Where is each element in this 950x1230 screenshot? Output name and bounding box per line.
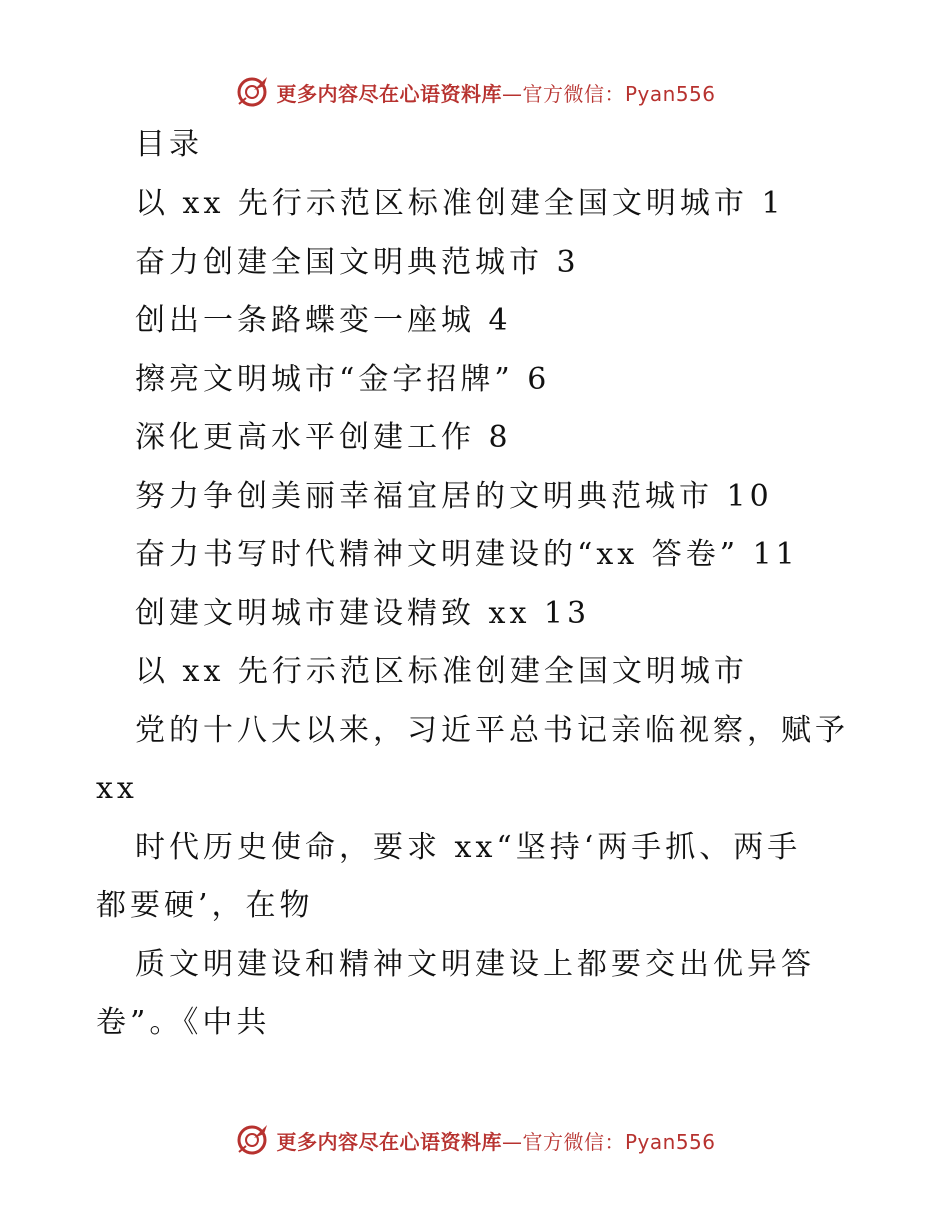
toc-entry: 创建文明城市建设精致 xx 13: [135, 596, 591, 631]
toc-entry: 擦亮文明城市“金字招牌” 6: [135, 362, 551, 397]
article-line: 都要硬’，在物: [96, 888, 314, 923]
toc-entry: 奋力创建全国文明典范城市 3: [135, 245, 580, 280]
article-line: 质文明建设和精神文明建设上都要交出优异答: [135, 947, 815, 982]
header-wechat-id: Pyan556: [624, 81, 716, 106]
article-line: 时代历史使命，要求 xx“坚持‘两手抓、两手: [135, 830, 802, 865]
header-dash: —: [501, 81, 523, 106]
header-banner: [0, 70, 950, 114]
toc-title: 目录: [135, 127, 203, 162]
article-heading: 以 xx 先行示范区标准创建全国文明城市: [135, 654, 748, 689]
article-line: 党的十八大以来，习近平总书记亲临视察，赋予: [135, 713, 849, 748]
toc-entry: 以 xx 先行示范区标准创建全国文明城市 1: [135, 186, 785, 221]
footer-dash: —: [501, 1129, 523, 1154]
footer-banner-text: [276, 1126, 715, 1155]
quill-logo-icon: [234, 74, 270, 110]
footer-wechat-id: Pyan556: [624, 1129, 716, 1154]
article-line: xx: [96, 771, 138, 806]
footer-banner: [0, 1118, 950, 1162]
toc-entry: 奋力书写时代精神文明建设的“xx 答卷” 11: [135, 537, 799, 572]
footer-brand: 更多内容尽在心语资料库: [276, 1129, 502, 1154]
header-banner-text: [276, 78, 715, 107]
header-wechat-label: 官方微信：: [522, 81, 625, 106]
header-brand: 更多内容尽在心语资料库: [276, 81, 502, 106]
toc-entry: 创出一条路蝶变一座城 4: [135, 303, 512, 338]
toc-entry: 深化更高水平创建工作 8: [135, 420, 512, 455]
article-line: 卷”。《中共: [96, 1005, 271, 1040]
quill-logo-icon: [234, 1122, 270, 1158]
footer-wechat-label: 官方微信：: [522, 1129, 625, 1154]
toc-entry: 努力争创美丽幸福宜居的文明典范城市 10: [135, 479, 773, 514]
